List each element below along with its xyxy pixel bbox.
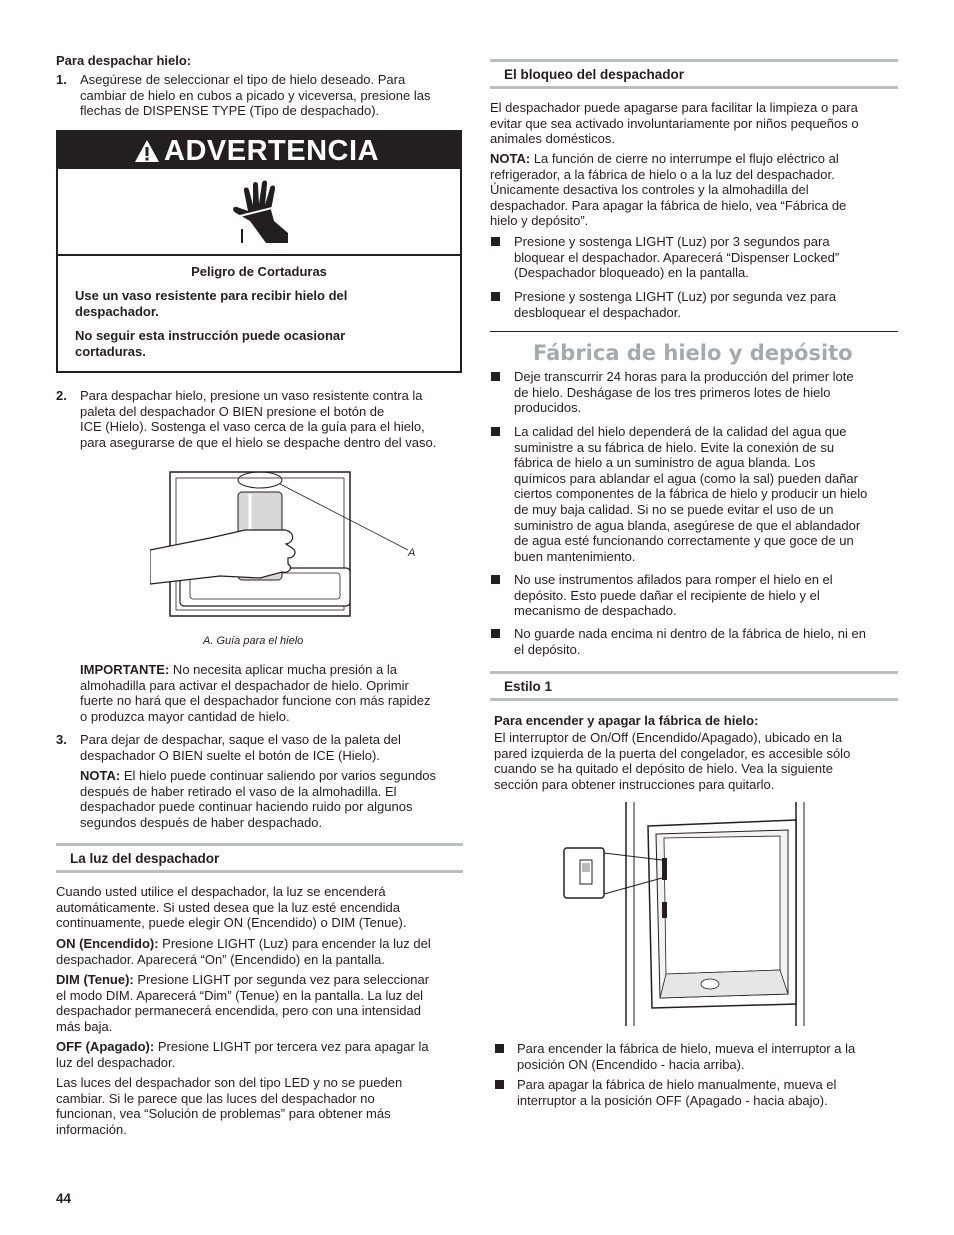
light-intro <box>56 884 466 931</box>
important-line: No necesita aplicar mucha presión a la <box>169 662 397 677</box>
switch-bullet-line: Para encender la fábrica de hielo, mueva el interruptor a la <box>517 1041 856 1056</box>
step-1-line: Asegúrese de seleccionar el tipo de hielo deseado. Para <box>80 72 406 87</box>
section-divider <box>490 331 898 332</box>
lock-intro-line: animales domésticos. <box>490 131 615 147</box>
icemaker-bullet-line: Deje transcurrir 24 horas para la producción del primer lote <box>514 369 854 384</box>
step-3-number: 3. <box>56 732 67 747</box>
step-1-text <box>80 72 470 119</box>
icemaker-bullet-item <box>514 572 909 619</box>
lock-bullet-line: desbloquear el despachador. <box>514 304 681 320</box>
bullet-icon <box>491 575 500 584</box>
lock-bullet-item <box>514 234 904 281</box>
off-line: Presione LIGHT por tercera vez para apagar la <box>154 1039 429 1054</box>
light-intro-line: Cuando usted utilice el despachador, la luz se encenderá <box>56 884 386 899</box>
onoff-line: cuando se ha quitado el depósito de hielo. Vea la siguiente <box>494 761 833 777</box>
icemaker-bullet-item <box>514 626 909 657</box>
light-on-paragraph <box>56 936 466 967</box>
light-dim-paragraph <box>56 972 466 1034</box>
warning-line: cortaduras. <box>75 344 146 359</box>
on-line: despachador. Aparecerá “On” (Encendido) en la pantalla. <box>56 951 385 967</box>
step-2-text <box>80 388 470 450</box>
off-label: OFF (Apagado): <box>56 1039 155 1054</box>
page-number: 44 <box>56 1191 72 1206</box>
step-2-number: 2. <box>56 388 67 403</box>
step-1-number: 1. <box>56 72 67 87</box>
figure-caption: A. Guía para el hielo <box>203 635 304 647</box>
lock-bullet-line: Presione y sostenga LIGHT (Luz) por 3 segundos para <box>514 234 830 249</box>
lock-bullet-line: (Despachador bloqueado) en la pantalla. <box>514 265 749 281</box>
step-3-line: Para dejar de despachar, saque el vaso de la paleta del <box>80 732 401 747</box>
warning-line: despachador. <box>75 304 159 319</box>
led-paragraph <box>56 1075 466 1137</box>
lock-note <box>490 151 900 229</box>
step-2-line: paleta del despachador O BIEN presione el botón de <box>80 403 385 419</box>
lock-section-title: El bloqueo del despachador <box>504 67 685 82</box>
light-off-paragraph <box>56 1039 466 1070</box>
icemaker-bullet-line: ciertos componentes de la fábrica de hielo y producir un hielo <box>514 486 868 502</box>
cut-hand-icon <box>228 177 292 245</box>
lock-section-bar <box>490 59 898 89</box>
dim-line: despachador permanecerá encendida, pero con una intensidad <box>56 1003 421 1019</box>
dispense-heading: Para despachar hielo: <box>56 53 192 68</box>
light-section-title: La luz del despachador <box>70 851 220 866</box>
onoff-paragraph <box>494 730 894 792</box>
icemaker-bullet-line: de muy baja calidad. Si no se puede evitar el uso de un <box>514 501 834 517</box>
switch-bullet-line: posición ON (Encendido - hacia arriba). <box>517 1056 745 1072</box>
step-3-line: despachador O BIEN suelte el botón de ICE (Hielo). <box>80 747 380 763</box>
icemaker-bullet-line: fábrica de hielo a un suministro de agua blanda. Los <box>514 455 816 471</box>
onoff-line: pared izquierda de la puerta del congelador, es accesible sólo <box>494 745 851 761</box>
nota-line: despachador puede continuar haciendo ruido por algunos <box>80 799 413 815</box>
led-line: Las luces del despachador son del tipo LED y no se pueden <box>56 1075 403 1090</box>
important-line: almohadilla para activar el despachador de hielo. Oprimir <box>80 677 409 693</box>
important-line: o produzca mayor cantidad de hielo. <box>80 708 290 724</box>
icemaker-bullet-line: suministro de agua blanda, asegúrese de que el ablandador <box>514 517 861 533</box>
led-line: cambiar. Si le parece que las luces del despachador no <box>56 1090 375 1106</box>
led-line: funcionan, vea “Solución de problemas” para obtener más <box>56 1106 391 1122</box>
icemaker-bullet-line: La calidad del hielo dependerá de la calidad del agua que <box>514 424 847 439</box>
bullet-icon <box>491 292 500 301</box>
icemaker-bullet-line: buen mantenimiento. <box>514 548 636 564</box>
lock-intro-line: evitar que sea activado involuntariamente por niños pequeños o <box>490 115 859 131</box>
nota-label: NOTA: <box>80 768 121 783</box>
lock-nota-line: despachador. Para apagar la fábrica de hielo, vea “Fábrica de <box>490 197 847 213</box>
icemaker-bullet-item <box>514 369 909 416</box>
bullet-icon <box>495 1044 504 1053</box>
off-line: luz del despachador. <box>56 1054 176 1070</box>
icemaker-bullet-line: químicos para ablandar el agua (como la sal) pueden dañar <box>514 470 858 486</box>
nota-line: después de haber retirado el vaso de la almohadilla. El <box>80 783 397 799</box>
lock-intro-line: El despachador puede apagarse para facilitar la limpieza o para <box>490 100 858 115</box>
warning-title: ADVERTENCIA <box>164 135 379 167</box>
dispenser-glass-illustration <box>150 458 420 628</box>
icemaker-bullet-line: depósito. Esto puede dañar el recipiente de hielo y el <box>514 587 820 603</box>
dim-label: DIM (Tenue): <box>56 972 134 987</box>
step-3-note <box>80 768 470 830</box>
switch-bullet-line: interruptor a la posición OFF (Apagado - hacia abajo). <box>517 1092 828 1108</box>
lock-bullet-line: bloquear el despachador. Aparecerá “Dispenser Locked” <box>514 249 840 265</box>
icemaker-bullet-line: producidos. <box>514 400 582 416</box>
icemaker-bullet-line: No guarde nada encima ni dentro de la fábrica de hielo, ni en <box>514 626 866 641</box>
icemaker-bullet-line: suministre a su fábrica de hielo. Evite la conexión de su <box>514 439 835 455</box>
important-label: IMPORTANTE: <box>80 662 170 677</box>
lock-intro <box>490 100 900 147</box>
onoff-heading: Para encender y apagar la fábrica de hielo: <box>494 713 759 728</box>
step-1-line: flechas de DISPENSE TYPE (Tipo de despachado). <box>80 103 380 119</box>
dim-line: el modo DIM. Aparecerá “Dim” (Tenue) en la pantalla. La luz del <box>56 987 424 1003</box>
warning-box <box>56 130 462 373</box>
led-line: información. <box>56 1121 127 1137</box>
light-section-bar <box>56 843 463 873</box>
nota-line: segundos después de haber despachado. <box>80 814 323 830</box>
icemaker-bullet-line: mecanismo de despachado. <box>514 603 677 619</box>
warning-header <box>58 132 460 169</box>
lock-bullet-line: Presione y sostenga LIGHT (Luz) por segunda vez para <box>514 289 837 304</box>
step-1-line: cambiar de hielo en cubos a picado y viceversa, presione las <box>80 87 431 103</box>
figure-callout-a: A <box>408 547 416 559</box>
lock-nota-label: NOTA: <box>490 151 531 166</box>
warning-line: No seguir esta instrucción puede ocasionar <box>75 328 346 343</box>
icemaker-bullet-line: el depósito. <box>514 641 581 657</box>
warning-line: Use un vaso resistente para recibir hielo del <box>75 288 348 303</box>
style-section-title: Estilo 1 <box>504 679 553 694</box>
icemaker-bullet-line: de hielo. Deshágase de los tres primeros lotes de hielo <box>514 384 831 400</box>
on-label: ON (Encendido): <box>56 936 159 951</box>
onoff-line: sección para obtener instrucciones para quitarlo. <box>494 776 775 792</box>
style-section-bar <box>490 671 898 701</box>
lock-nota-line: La función de cierre no interrumpe el flujo eléctrico al <box>530 151 839 166</box>
important-line: fuerte no hará que el despachador funcione con más rapidez <box>80 693 431 709</box>
switch-bullet-item <box>517 1077 907 1108</box>
warning-icon-area <box>58 169 460 256</box>
lock-nota-line: refrigerador, a la fábrica de hielo o a la luz del despachador. <box>490 166 835 182</box>
lock-nota-line: hielo y depósito”. <box>490 213 589 229</box>
freezer-switch-illustration <box>560 798 820 1030</box>
lock-nota-line: Únicamente desactiva los controles y la almohadilla del <box>490 182 809 198</box>
lock-bullet-item <box>514 289 904 320</box>
bullet-icon <box>491 629 500 638</box>
icemaker-heading: Fábrica de hielo y depósito <box>533 341 853 365</box>
light-intro-line: automáticamente. Si usted desea que la luz esté encendida <box>56 899 401 915</box>
step-3-text <box>80 732 470 763</box>
icemaker-bullet-line: No use instrumentos afilados para romper el hielo en el <box>514 572 833 587</box>
step-2-line: ICE (Hielo). Sostenga el vaso cerca de la guía para el hielo, <box>80 419 425 435</box>
dim-line: Presione LIGHT por segunda vez para seleccionar <box>133 972 430 987</box>
bullet-icon <box>495 1080 504 1089</box>
light-intro-line: continuamente, puede elegir ON (Encendido) o DIM (Tenue). <box>56 915 407 931</box>
bullet-icon <box>491 372 500 381</box>
step-2-line: para asegurarse de que el hielo se despache dentro del vaso. <box>80 434 437 450</box>
warning-triangle-icon <box>134 139 160 163</box>
bullet-icon <box>491 237 500 246</box>
dim-line: más baja. <box>56 1018 113 1034</box>
onoff-line: El interruptor de On/Off (Encendido/Apagado), ubicado en la <box>494 730 843 745</box>
bullet-icon <box>491 427 500 436</box>
switch-bullet-item <box>517 1041 907 1072</box>
step-2-line: Para despachar hielo, presione un vaso resistente contra la <box>80 388 423 403</box>
important-note <box>80 662 470 724</box>
icemaker-bullet-item <box>514 424 909 564</box>
icemaker-bullet-line: de agua esté funcionando correctamente y que goce de un <box>514 533 854 549</box>
switch-bullet-line: Para apagar la fábrica de hielo manualmente, mueva el <box>517 1077 837 1092</box>
nota-line: El hielo puede continuar saliendo por varios segundos <box>120 768 437 783</box>
on-line: Presione LIGHT (Luz) para encender la luz del <box>158 936 431 951</box>
warning-hazard-title: Peligro de Cortaduras <box>191 264 327 279</box>
